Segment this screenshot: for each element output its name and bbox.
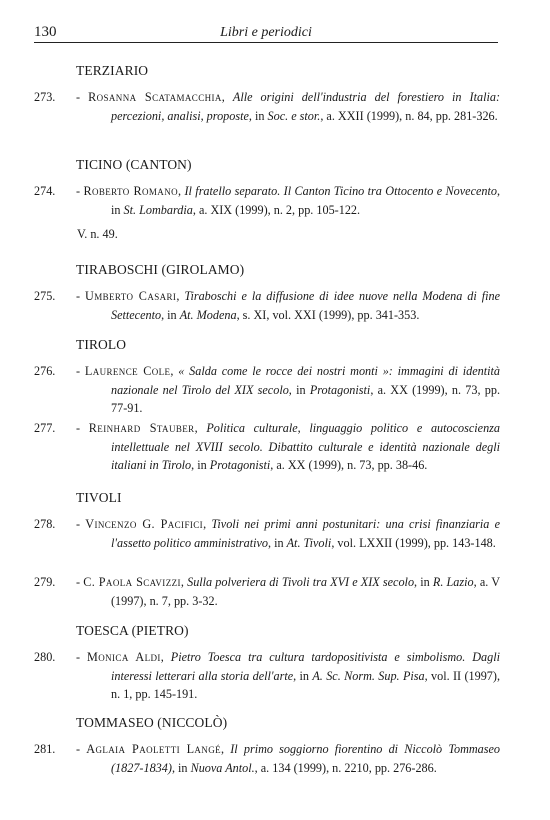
section-heading-toesca: TOESCA (PIETRO) [76,623,189,638]
entry-number: 275. [34,289,56,303]
running-title: Libri e periodici [220,25,312,40]
section-heading-tiraboschi: TIRABOSCHI (GIROLAMO) [76,262,245,277]
entry-details: , a. XX (1999), n. 73, pp. 77-91. [111,382,500,415]
entry-number: 277. [34,421,56,435]
section-heading-terziario: TERZIARIO [76,63,149,78]
section-heading-ticino: TICINO (CANTON) [76,157,192,172]
entry-author: Rosanna Scatamacchia [88,90,222,104]
page-header [34,22,498,43]
entry-journal: St. Lombardia [123,202,193,217]
entry-title: Politica culturale, linguaggio politico e autocoscienza intellettuale nel XVIII secolo. Dibattito culturale e identità nazionale degli italiani in Tirolo [111,421,500,472]
entry-title: Alle origini dell'industria del forestiero in Italia: percezioni, analisi, proposte [111,90,501,123]
section-heading-tivoli: TIVOLI [76,490,122,505]
page-number: 130 [34,24,57,40]
section-heading-tommaseo: TOMMASEO (NICCOLÒ) [76,715,228,730]
entry-279: 279. - C. Paola Scavizzi, Sulla polveriera di Tivoli tra XVI e XIX secolo, in R. Lazio, a. V (1997), n. 7, pp. 3-32. [34,575,501,608]
entry-title: Tivoli nei primi anni postunitari: una crisi finanziaria e l'assetto politico amministrativo [111,517,500,550]
entry-journal: Protagonisti [309,382,371,397]
entry-281: 281. - Aglaia Paoletti Langé, Il primo soggiorno fiorentino di Niccolò Tommaseo (1827-1834), in Nuova Antol., a. 134 (1999), n. 2210, pp. 276-286. [34,742,501,775]
entry-details: , s. XI, vol. XXI (1999), pp. 341-353. [236,307,420,322]
entry-number: 273. [34,90,56,104]
entry-278: 278. - Vincenzo G. Pacifici, Tivoli nei primi anni postunitari: una crisi finanziaria e l'assetto politico amministrativo, in At. Tivoli, vol. LXXII (1999), pp. 143-148. [34,517,500,550]
entry-title: Pietro Toesca tra cultura tardopositivista e simbolismo. Dagli interessi letterari alla storia dell'arte [111,650,500,683]
entry-number: 276. [34,364,56,378]
entry-277: 277. - Reinhard Stauber, Politica culturale, linguaggio politico e autocoscienza intellettuale nel XVIII secolo. Dibattito culturale e identità nazionale degli italiani in Tirolo, in Protagonisti, a. XX (1999), n. 73, pp. 38-46. [34,421,500,472]
entry-details: , a. V (1997), n. 7, pp. 3-32. [111,575,501,608]
entry-journal: Soc. e stor. [267,108,321,123]
entry-details: , a. XXII (1999), n. 84, pp. 281-326. [320,108,498,123]
entry-number: 274. [34,184,56,198]
entry-journal: Nuova Antol. [190,760,255,775]
entry-274: 274. - Roberto Romano, Il fratello separato. Il Canton Ticino tra Ottocento e Novecento, in St. Lombardia, a. XIX (1999), n. 2, pp. 105-122. [34,184,501,217]
entry-author: Reinhard Stauber [88,421,195,435]
entry-author: Umberto Casari [85,289,177,303]
entry-276: 276. - Laurence Cole, « Salda come le rocce dei nostri monti »: immagini di identità nazionale nel Tirolo del XIX secolo, in Protagonisti, a. XX (1999), n. 73, pp. 77-91. [34,364,500,415]
entry-author: Laurence Cole [84,364,171,378]
entry-title: Il primo soggiorno fiorentino di Niccolò Tommaseo (1827-1834) [111,742,501,775]
entry-details: , a. 134 (1999), n. 2210, pp. 276-286. [254,760,437,775]
entry-details: , a. XIX (1999), n. 2, pp. 105-122. [192,202,361,217]
entry-number: 281. [34,742,56,756]
entry-journal: R. Lazio [432,575,474,589]
entry-author: C. Paola Scavizzi [83,575,181,589]
entry-journal: Protagonisti [209,458,271,472]
entry-author: Aglaia Paoletti Langé [86,742,222,756]
entry-273: 273. - Rosanna Scatamacchia, Alle origini dell'industria del forestiero in Italia: percezioni, analisi, proposte, in Soc. e stor., a. XXII (1999), n. 84, pp. 281-326. [34,90,501,123]
entry-author: Monica Aldi [87,650,161,664]
entry-author: Vincenzo G. Pacifici [85,517,204,531]
entry-journal: A. Sc. Norm. Sup. Pisa [312,668,425,683]
entry-title: « Salda come le rocce dei nostri monti »: immagini di identità nazionale nel Tirolo del XIX secolo [111,364,500,397]
entry-journal: At. Tivoli [286,535,332,550]
section-heading-tirolo: TIROLO [76,337,127,352]
entry-details: , vol. II (1997), n. 1, pp. 145-191. [111,668,501,701]
entry-title: Tiraboschi e la diffusione di idee nuove nella Modena di fine Settecento [111,289,500,322]
entry-280: 280. - Monica Aldi, Pietro Toesca tra cultura tardopositivista e simbolismo. Dagli interessi letterari alla storia dell'arte, in A. Sc. Norm. Sup. Pisa, vol. II (1997), n. 1, pp. 145-191. [34,650,501,701]
entry-number: 279. [34,575,56,589]
entry-number: 278. [34,517,56,531]
entry-author: Roberto Romano [83,184,179,198]
entry-title: Il fratello separato. Il Canton Ticino tra Ottocento e Novecento [184,184,497,198]
entry-275: 275. - Umberto Casari, Tiraboschi e la diffusione di idee nuove nella Modena di fine Settecento, in At. Modena, s. XI, vol. XXI (1999), pp. 341-353. [34,289,500,322]
cross-reference-note: V. n. 49. [77,227,118,241]
entry-journal: At. Modena [179,307,237,322]
entry-title: Sulla polveriera di Tivoli tra XVI e XIX secolo [187,575,415,589]
entry-details: , a. XX (1999), n. 73, pp. 38-46. [270,458,428,472]
entry-number: 280. [34,650,56,664]
entry-details: , vol. LXXII (1999), pp. 143-148. [331,535,496,550]
